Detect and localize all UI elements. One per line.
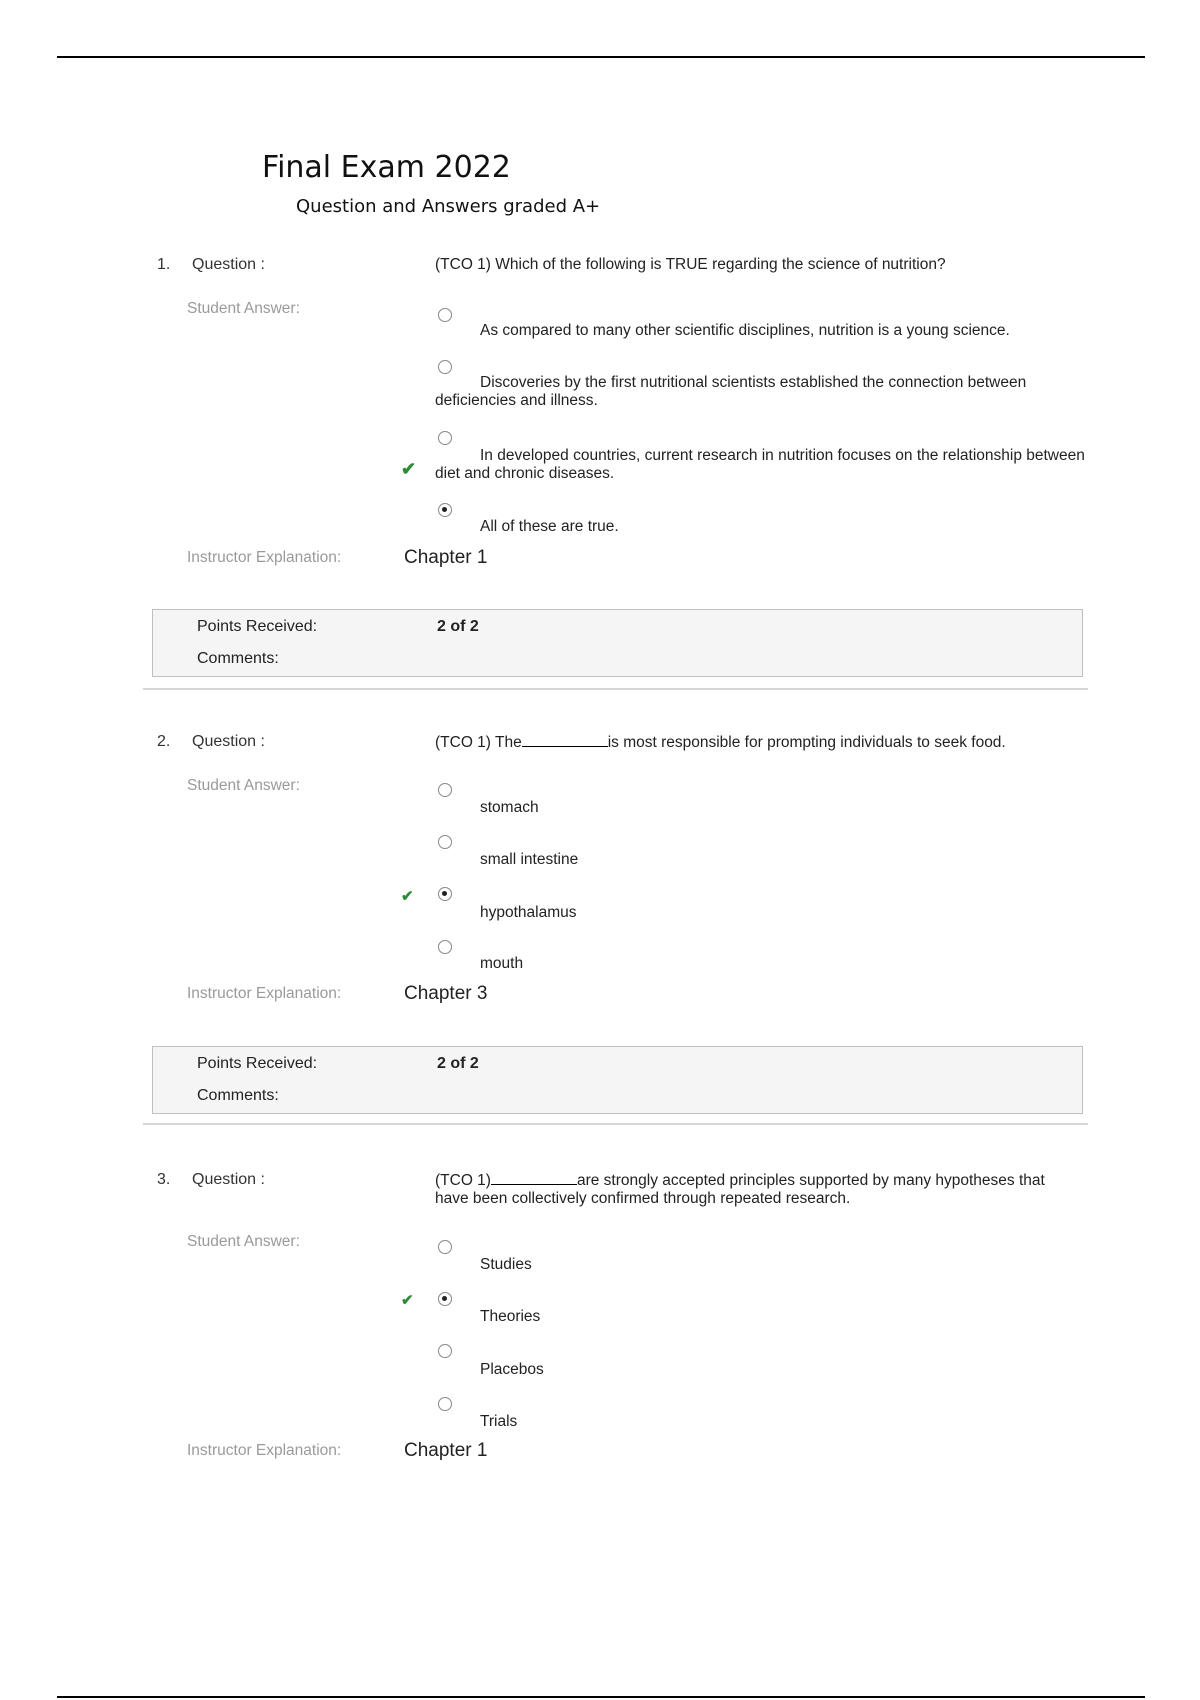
question-text-start: (TCO 1) The bbox=[435, 734, 522, 751]
points-received-value: 2 of 2 bbox=[437, 1055, 479, 1072]
answer-option: All of these are true. bbox=[480, 518, 619, 535]
question-text-start: (TCO 1) bbox=[435, 1172, 491, 1189]
top-rule bbox=[57, 56, 1145, 58]
answer-option: In developed countries, current research in nutrition focuses on the relationship between diet and chronic diseases. bbox=[435, 447, 1085, 482]
instructor-explanation-label: Instructor Explanation: bbox=[187, 549, 342, 566]
section-divider bbox=[143, 688, 1088, 690]
points-received-label: Points Received: bbox=[197, 618, 318, 635]
fill-in-blank bbox=[491, 1171, 577, 1185]
radio-button-icon[interactable] bbox=[438, 1240, 452, 1254]
points-received-value: 2 of 2 bbox=[437, 618, 479, 635]
checkmark-icon: ✔ bbox=[401, 1292, 414, 1309]
question-number: 2. bbox=[157, 733, 171, 750]
points-box bbox=[152, 609, 1083, 677]
answer-option: mouth bbox=[480, 955, 524, 972]
answer-option: Studies bbox=[480, 1256, 532, 1273]
radio-button-icon[interactable] bbox=[438, 887, 452, 901]
radio-button-icon[interactable] bbox=[438, 308, 452, 322]
question-label: Question : bbox=[192, 256, 265, 273]
radio-button-icon[interactable] bbox=[438, 835, 452, 849]
checkmark-icon: ✔ bbox=[401, 459, 417, 479]
question-number: 1. bbox=[157, 256, 171, 273]
radio-button-icon[interactable] bbox=[438, 503, 452, 517]
answer-option: stomach bbox=[480, 799, 539, 816]
answer-option: small intestine bbox=[480, 851, 579, 868]
question-label: Question : bbox=[192, 733, 265, 750]
answer-option: hypothalamus bbox=[480, 904, 577, 921]
question-text-end: is most responsible for prompting individuals to seek food. bbox=[607, 734, 1006, 751]
radio-button-icon[interactable] bbox=[438, 431, 452, 445]
fill-in-blank bbox=[522, 733, 608, 747]
page-subtitle: Question and Answers graded A+ bbox=[296, 196, 601, 217]
question-text-end: are strongly accepted principles supported by many hypotheses that have been collectively confirmed through repeated research. bbox=[435, 1172, 1045, 1207]
answer-option: As compared to many other scientific disciplines, nutrition is a young science. bbox=[480, 322, 1010, 339]
instructor-explanation-label: Instructor Explanation: bbox=[187, 985, 342, 1002]
radio-button-icon[interactable] bbox=[438, 1397, 452, 1411]
instructor-explanation-value: Chapter 1 bbox=[404, 1440, 488, 1461]
instructor-explanation-value: Chapter 1 bbox=[404, 547, 488, 568]
question-text: (TCO 1) Which of the following is TRUE regarding the science of nutrition? bbox=[435, 256, 946, 273]
radio-button-icon[interactable] bbox=[438, 360, 452, 374]
student-answer-label: Student Answer: bbox=[187, 777, 300, 794]
answer-option: Discoveries by the first nutritional scientists established the connection between deficiencies and illness. bbox=[435, 374, 1027, 409]
student-answer-label: Student Answer: bbox=[187, 1233, 300, 1250]
question-text bbox=[435, 1171, 1075, 1208]
checkmark-icon: ✔ bbox=[401, 888, 414, 905]
answer-option: Theories bbox=[480, 1308, 541, 1325]
radio-button-icon[interactable] bbox=[438, 940, 452, 954]
answer-option: Placebos bbox=[480, 1361, 544, 1378]
bottom-rule bbox=[57, 1696, 1145, 1698]
question-text bbox=[435, 733, 1075, 752]
instructor-explanation-label: Instructor Explanation: bbox=[187, 1442, 342, 1459]
question-number: 3. bbox=[157, 1171, 171, 1188]
comments-label: Comments: bbox=[197, 650, 279, 667]
points-received-label: Points Received: bbox=[197, 1055, 318, 1072]
question-label: Question : bbox=[192, 1171, 265, 1188]
radio-button-icon[interactable] bbox=[438, 1344, 452, 1358]
section-divider bbox=[143, 1123, 1088, 1125]
points-box bbox=[152, 1046, 1083, 1114]
page-title: Final Exam 2022 bbox=[262, 150, 511, 185]
comments-label: Comments: bbox=[197, 1087, 279, 1104]
radio-button-icon[interactable] bbox=[438, 1292, 452, 1306]
answer-option: Trials bbox=[480, 1413, 518, 1430]
radio-button-icon[interactable] bbox=[438, 783, 452, 797]
instructor-explanation-value: Chapter 3 bbox=[404, 983, 488, 1004]
student-answer-label: Student Answer: bbox=[187, 300, 300, 317]
